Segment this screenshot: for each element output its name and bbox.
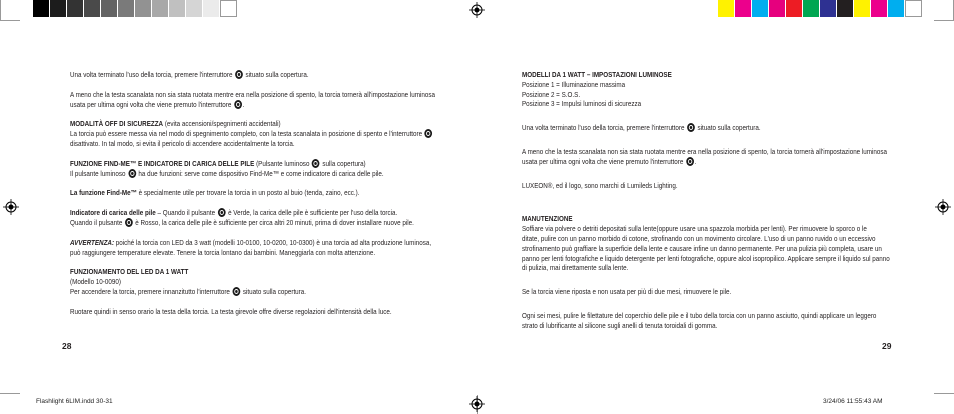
section-title: Indicatore di carica delle pile <box>70 208 156 218</box>
paragraph: FUNZIONE FIND-ME™ E INDICATORE DI CARICA DELLE PILE (Pulsante luminoso sulla copertura) Il pulsante luminoso ha due funzioni: serve come dispositivo Find-Me™ e come indicatore di carica delle pile. <box>70 158 384 178</box>
color-swatch <box>718 0 735 17</box>
section-title: MANUTENZIONE <box>522 214 573 224</box>
round-push-button-icon <box>233 287 241 296</box>
color-swatch <box>854 0 871 17</box>
round-push-button-icon <box>686 157 694 166</box>
color-swatch <box>101 0 118 17</box>
paragraph: Indicatore di carica delle pile – Quando il pulsante è Verde, la carica delle pile è sufficiente per l'uso della torcia. Quando il pulsante è Rosso, la carica delle pile è sufficiente per circa altri 20 minuti, prima di dover installare nuove pile. <box>70 208 414 227</box>
color-swatch <box>905 0 922 17</box>
registration-target-icon <box>469 2 485 18</box>
left-page-text <box>70 70 517 327</box>
registration-target-icon <box>3 199 19 215</box>
section-title: FUNZIONE FIND-ME™ E INDICATORE DI CARICA DELLE PILE <box>70 158 255 168</box>
round-push-button-icon <box>425 129 433 138</box>
right-page-text <box>522 70 892 341</box>
paragraph: Se la torcia viene riposta e non usata per più di due mesi, rimuovere le pile. <box>522 287 732 297</box>
paragraph: AVVERTENZA: poiché la torcia con LED da 3 watt (modelli 10-0100, 10-0200, 10-0300) è una torcia ad alta produzione luminosa, può raggiungere temperature elevate. Tenere la torcia lontano dai bambini. Maneggiarla con molta attenzione. <box>70 237 432 257</box>
color-swatch <box>769 0 786 17</box>
paragraph: FUNZIONAMENTO DEL LED DA 1 WATT (Modello 10-0090) Per accendere la torcia, premere innanzitutto l'interruttore situato sulla copertura. <box>70 267 307 296</box>
crop-mark <box>934 393 954 394</box>
slug-timestamp: 3/24/06 11:55:43 AM <box>823 398 883 405</box>
color-swatch <box>735 0 752 17</box>
paragraph: Ruotare quindi in senso orario la testa della torcia. La testa girevole offre diverse regolazioni dell'intensità della luce. <box>70 306 392 316</box>
warning-title: AVVERTENZA: <box>70 237 115 247</box>
paragraph: LUXEON®, ed il logo, sono marchi di Lumileds Lighting. <box>522 180 678 190</box>
paragraph: A meno che la testa scanalata non sia stata ruotata mentre era nella posizione di spento, la torcia tornerà all'impostazione luminosa usata per ultima ogni volta che viene premuto l'interruttore . <box>70 89 436 109</box>
page-number-right: 29 <box>882 341 892 351</box>
section-title: MODELLI DA 1 WATT – IMPOSTAZIONI LUMINOSE <box>522 70 672 79</box>
round-push-button-icon <box>312 159 320 168</box>
paragraph: MANUTENZIONE Soffiare via polvere o detriti depositati sulla lente(oppure usare una spazzola morbida per lenti). Per rimuovere lo sporco o le ditate, pulire con un panno morbido di cotone, strofinando con un movimento circolare. L'uso di un panno ruvido o un eccessivo strofinamento può graffiare la superficie della lente e causare infine un danno permanente. Per una pulizia più completa, usare un panno per lenti fotografiche e liquido detergente per lenti fotografiche, oppure alcol isopropilico. Applicare sempre il liquido sul panno di pulizia, mai direttamente sulla lente. <box>522 214 890 273</box>
paragraph: La funzione Find-Me™ è specialmente utile per trovare la torcia in un posto al buio (tenda, zaino, ecc.). <box>70 188 360 198</box>
paragraph: Una volta terminato l'uso della torcia, premere l'interruttore situato sulla copertura. <box>522 123 761 133</box>
section-title: FUNZIONAMENTO DEL LED DA 1 WATT <box>70 267 189 277</box>
section-title: La funzione Find-Me <box>70 188 131 198</box>
color-swatch <box>84 0 101 17</box>
section-title: MODALITÀ OFF DI SICUREZZA <box>70 119 164 129</box>
color-swatch <box>837 0 854 17</box>
page-number-left: 28 <box>62 341 72 351</box>
round-push-button-icon <box>235 70 243 79</box>
color-swatch <box>786 0 803 17</box>
crop-mark <box>0 393 20 394</box>
color-swatch <box>67 0 84 17</box>
color-swatch <box>220 0 237 17</box>
color-swatch <box>50 0 67 17</box>
round-push-button-icon <box>128 169 136 178</box>
color-swatch <box>169 0 186 17</box>
color-swatch <box>33 0 50 17</box>
cmyk-color-bar <box>718 0 922 17</box>
color-swatch <box>803 0 820 17</box>
color-swatch <box>186 0 203 17</box>
round-push-button-icon <box>234 100 242 109</box>
paragraph: Ogni sei mesi, pulire le filettature del coperchio delle pile e il tubo della torcia con un panno asciutto, quindi applicare un leggero strato di lubrificante al silicone sugli anelli di tenuta toroidali di gomma. <box>522 310 877 330</box>
registration-target-icon <box>935 199 951 215</box>
color-swatch <box>118 0 135 17</box>
crop-mark <box>0 0 1 20</box>
registration-target-icon <box>469 396 485 412</box>
color-swatch <box>871 0 888 17</box>
round-push-button-icon <box>218 208 226 217</box>
round-push-button-icon <box>125 218 133 227</box>
color-swatch <box>820 0 837 17</box>
paragraph: MODALITÀ OFF DI SICUREZZA (evita accensioni/spegnimenti accidentali) La torcia può essere messa via nel modo di spegnimento completo, con la testa scanalata in posizione di spento e l'interruttore disattivato. In tal modo, si evita il pericolo di accendere accidentalmente la torcia. <box>70 119 517 148</box>
color-swatch <box>135 0 152 17</box>
crop-mark <box>0 20 20 21</box>
color-swatch <box>888 0 905 17</box>
color-swatch <box>152 0 169 17</box>
color-swatch <box>752 0 769 17</box>
round-push-button-icon <box>687 123 695 132</box>
crop-mark <box>934 20 954 21</box>
paragraph: MODELLI DA 1 WATT – IMPOSTAZIONI LUMINOSE Posizione 1 = Illuminazione massima Posizione 2 = S.O.S. Posizione 3 = Impulsi luminosi di sicurezza <box>522 70 672 109</box>
slug-filename: Flashlight 6LIM.indd 30-31 <box>36 398 113 405</box>
grayscale-color-bar <box>33 0 237 17</box>
paragraph: A meno che la testa scanalata non sia stata ruotata mentre era nella posizione di spento, la torcia tornerà all'impostazione luminosa usata per ultima ogni volta che viene premuto l'interruttore . <box>522 146 888 166</box>
color-swatch <box>203 0 220 17</box>
paragraph: Una volta terminato l'uso della torcia, premere l'interruttore situato sulla copertura. <box>70 70 309 79</box>
